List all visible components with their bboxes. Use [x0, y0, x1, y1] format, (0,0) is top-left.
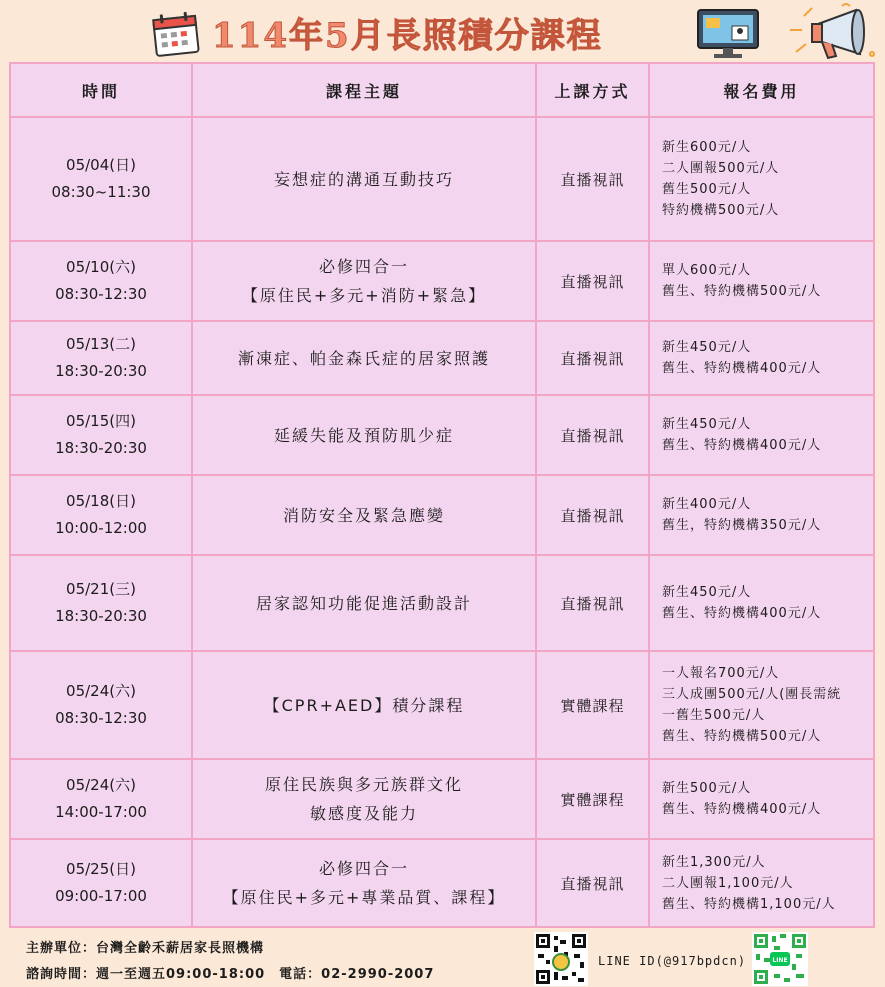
fee-cell: [649, 117, 874, 241]
course-topic: 必修四合一: [318, 859, 409, 878]
course-schedule-table: [9, 62, 875, 928]
fee-cell: [649, 241, 874, 321]
fee-line: 二人團報1,100元/人: [662, 875, 794, 891]
course-topic: 妄想症的溝通互動技巧: [273, 169, 454, 189]
course-time: 09:00-17:00: [55, 887, 147, 905]
fee-line: 一人報名700元/人: [662, 666, 780, 681]
topic-cell: [192, 759, 536, 839]
contact-hours-text: 諮詢時間：週一至週五09:00-18:00 電話：02-2990-2007: [26, 967, 435, 982]
header-method: 上課方式: [536, 63, 649, 117]
course-date: 05/21(三): [66, 580, 136, 598]
fee-line: 單人600元/人: [662, 263, 752, 278]
calendar-icon: [152, 10, 206, 58]
course-time: 08:30~11:30: [51, 183, 151, 201]
course-time: 18:30-20:30: [55, 439, 147, 457]
page-title: 114年5月長照積分課程: [212, 16, 603, 56]
line-id-text: LINE ID(@917bpdcn): [598, 954, 747, 968]
qr-code-icon[interactable]: [534, 932, 588, 986]
table-row: [10, 839, 874, 927]
course-time: 08:30-12:30: [55, 285, 147, 303]
method-cell: 直播視訊: [536, 117, 649, 241]
fee-line: 三人成團500元/人(團長需統: [662, 687, 842, 702]
table-row: [10, 321, 874, 395]
computer-screen-icon: [696, 8, 760, 60]
header-fee: 報名費用: [649, 63, 874, 117]
course-topic: 居家認知功能促進活動設計: [255, 593, 472, 613]
footer: [0, 930, 885, 987]
fee-line: 舊生、特約機構400元/人: [662, 361, 822, 376]
time-cell: [10, 321, 192, 395]
table-row: [10, 555, 874, 651]
course-date: 05/25(日): [66, 860, 136, 878]
fee-cell: [649, 759, 874, 839]
line-qr-code-icon[interactable]: [752, 932, 808, 986]
table-row: [10, 759, 874, 839]
course-topic: 漸凍症、帕金森氏症的居家照護: [237, 348, 490, 368]
fee-line: 新生500元/人: [662, 781, 752, 796]
course-date: 05/15(四): [66, 412, 136, 430]
fee-line: 舊生、特約機構400元/人: [662, 438, 822, 453]
method-cell: 直播視訊: [536, 475, 649, 555]
fee-line: 舊生、特約機構400元/人: [662, 802, 822, 817]
topic-cell: [192, 321, 536, 395]
table-row: [10, 117, 874, 241]
course-topic: 消防安全及緊急應變: [282, 505, 445, 525]
line-badge-label: LINE: [772, 957, 788, 964]
time-cell: [10, 117, 192, 241]
fee-cell: [649, 651, 874, 759]
topic-cell: [192, 395, 536, 475]
fee-cell: [649, 321, 874, 395]
topic-cell: [192, 555, 536, 651]
course-date: 05/04(日): [66, 156, 136, 174]
topic-cell: [192, 475, 536, 555]
method-cell: 直播視訊: [536, 555, 649, 651]
course-topic: 延緩失能及預防肌少症: [273, 425, 454, 445]
course-time: 08:30-12:30: [55, 709, 147, 727]
time-cell: [10, 651, 192, 759]
fee-line: 舊生500元/人: [662, 182, 752, 197]
course-time: 10:00-12:00: [55, 519, 147, 537]
course-topic: 【CPR+AED】積分課程: [263, 695, 465, 715]
method-cell: 直播視訊: [536, 241, 649, 321]
time-cell: [10, 759, 192, 839]
time-cell: [10, 555, 192, 651]
time-cell: [10, 839, 192, 927]
method-cell: 直播視訊: [536, 395, 649, 475]
course-date: 05/24(六): [66, 682, 136, 700]
topic-cell: [192, 651, 536, 759]
header: [0, 0, 885, 62]
fee-line: 舊生、特約機構1,100元/人: [662, 896, 836, 912]
fee-line: 新生450元/人: [662, 417, 752, 432]
megaphone-icon: [782, 2, 882, 62]
time-cell: [10, 475, 192, 555]
time-cell: [10, 241, 192, 321]
fee-line: 新生450元/人: [662, 585, 752, 600]
fee-line: 一舊生500元/人: [662, 708, 766, 723]
fee-line: 舊生、特約機構400元/人: [662, 606, 822, 621]
course-time: 14:00-17:00: [55, 803, 147, 821]
fee-line: 新生1,300元/人: [662, 854, 766, 870]
table-row: [10, 475, 874, 555]
table-row: [10, 651, 874, 759]
table-row: [10, 395, 874, 475]
topic-cell: [192, 117, 536, 241]
fee-line: 新生450元/人: [662, 340, 752, 355]
course-topic-detail: 【原住民+多元+專業品質、課程】: [222, 888, 506, 907]
fee-line: 舊生，特約機構350元/人: [662, 518, 822, 533]
method-cell: 直播視訊: [536, 321, 649, 395]
topic-cell: [192, 241, 536, 321]
header-time: 時間: [10, 63, 192, 117]
method-cell: 直播視訊: [536, 839, 649, 927]
method-cell: 實體課程: [536, 759, 649, 839]
header-topic: 課程主題: [192, 63, 536, 117]
topic-cell: [192, 839, 536, 927]
organizer-text: 主辦單位：台灣全齡禾薪居家長照機構: [26, 941, 265, 956]
fee-line: 新生600元/人: [662, 140, 752, 155]
fee-line: 二人團報500元/人: [662, 161, 780, 176]
course-topic: 原住民族與多元族群文化: [264, 775, 463, 794]
fee-cell: [649, 475, 874, 555]
course-topic-detail: 【原住民+多元+消防+緊急】: [241, 286, 487, 305]
course-date: 05/13(二): [66, 335, 136, 353]
table-header-row: [10, 63, 874, 117]
fee-cell: [649, 839, 874, 927]
course-time: 18:30-20:30: [55, 607, 147, 625]
course-date: 05/10(六): [66, 258, 136, 276]
course-date: 05/18(日): [66, 492, 136, 510]
fee-line: 特約機構500元/人: [662, 203, 780, 218]
time-cell: [10, 395, 192, 475]
fee-line: 舊生、特約機構500元/人: [662, 729, 822, 744]
course-topic-detail: 敏感度及能力: [309, 804, 418, 823]
course-time: 18:30-20:30: [55, 362, 147, 380]
fee-cell: [649, 395, 874, 475]
fee-cell: [649, 555, 874, 651]
course-topic: 必修四合一: [318, 257, 409, 276]
fee-line: 新生400元/人: [662, 497, 752, 512]
table-row: [10, 241, 874, 321]
fee-line: 舊生、特約機構500元/人: [662, 284, 822, 299]
course-date: 05/24(六): [66, 776, 136, 794]
method-cell: 實體課程: [536, 651, 649, 759]
